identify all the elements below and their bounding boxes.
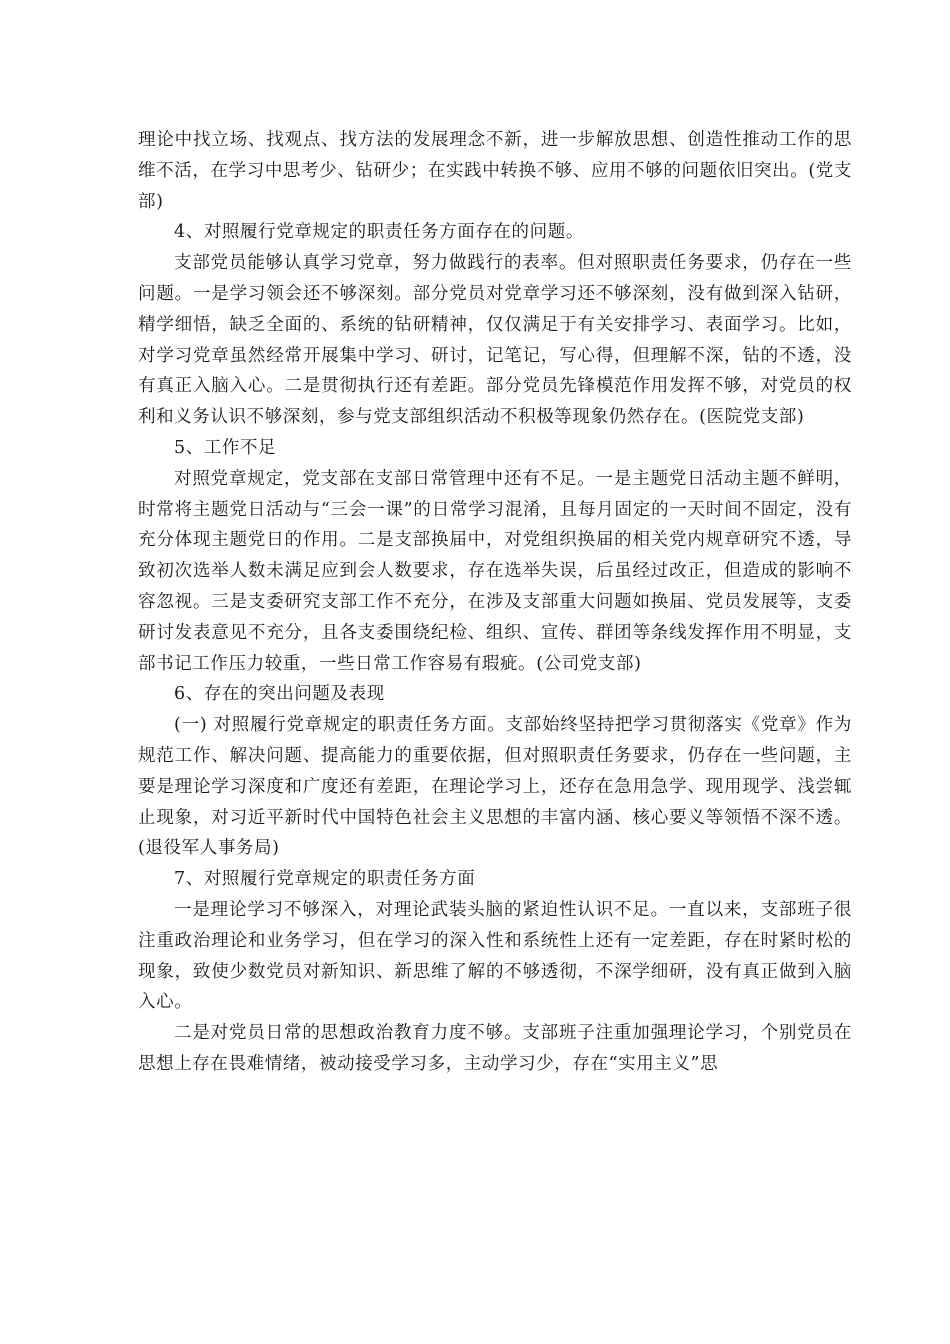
paragraph-section-7-first: 一是理论学习不够深入，对理论武装头脑的紧迫性认识不足。一直以来，支部班子很注重政治理论和业务学习，但在学习的深入性和系统性上还有一定差距，存在时紧时松的现象，致使少数党员对新知识、新思维了解的不够透彻，不深学细研，没有真正做到入脑入心。 [138, 899, 852, 1013]
paragraph-section-6: (一) 对照履行党章规定的职责任务方面。支部始终坚持把学习贯彻落实《党章》作为规范工作、解决问题、提高能力的重要依据，但对照职责任务要求，仍存在一些问题，主要是理论学习深度和广度还有差距，在理论学习上，还存在急用急学、现用现学、浅尝辄止现象，对习近平新时代中国特色社会主义思想的丰富内涵、核心要义等领悟不深不透。(退役军人事务局) [138, 715, 852, 859]
paragraph-section-7-second: 二是对党员日常的思想政治教育力度不够。支部班子注重加强理论学习，个别党员在思想上存在畏难情绪，被动接受学习多，主动学习少，存在“实用主义”思 [138, 1023, 852, 1074]
heading-section-6: 6、存在的突出问题及表现 [174, 684, 385, 705]
paragraph-section-5: 对照党章规定，党支部在支部日常管理中还有不足。一是主题党日活动主题不鲜明，时常将主题党日活动与“三会一课”的日常学习混淆，且每月固定的一天时间不固定，没有充分体现主题党日的作用。二是支部换届中，对党组织换届的相关党内规章研究不透，导致初次选举人数未满足应到会人数要求，存在选举失误，后虽经过改正，但造成的影响不容忽视。三是支委研究支部工作不充分，在涉及支部重大问题如换届、党员发展等，支委研讨发表意见不充分，且各支委围绕纪检、组织、宣传、群团等条线发挥作用不明显，支部书记工作压力较重，一些日常工作容易有瑕疵。(公司党支部) [138, 468, 852, 674]
document-page [138, 125, 852, 1080]
paragraph-section-4: 支部党员能够认真学习党章，努力做践行的表率。但对照职责任务要求，仍存在一些问题。一是学习领会还不够深刻。部分党员对党章学习还不够深刻，没有做到深入钻研，精学细悟，缺乏全面的、系统的钻研精神，仅仅满足于有关安排学习、表面学习。比如，对学习党章虽然经常开展集中学习、研讨，记笔记，写心得，但理解不深，钻的不透，没有真正入脑入心。二是贯彻执行还有差距。部分党员先锋模范作用发挥不够，对党员的权利和义务认识不够深刻，参与党支部组织活动不积极等现象仍然存在。(医院党支部) [138, 253, 852, 428]
heading-section-7: 7、对照履行党章规定的职责任务方面 [174, 869, 476, 890]
heading-section-4: 4、对照履行党章规定的职责任务方面存在的问题。 [174, 222, 584, 243]
paragraph-intro-continuation: 理论中找立场、找观点、找方法的发展理念不新，进一步解放思想、创造性推动工作的思维不活，在学习中思考少、钻研少；在实践中转换不够、应用不够的问题依旧突出。(党支部) [138, 130, 852, 212]
heading-section-5: 5、工作不足 [174, 437, 277, 458]
